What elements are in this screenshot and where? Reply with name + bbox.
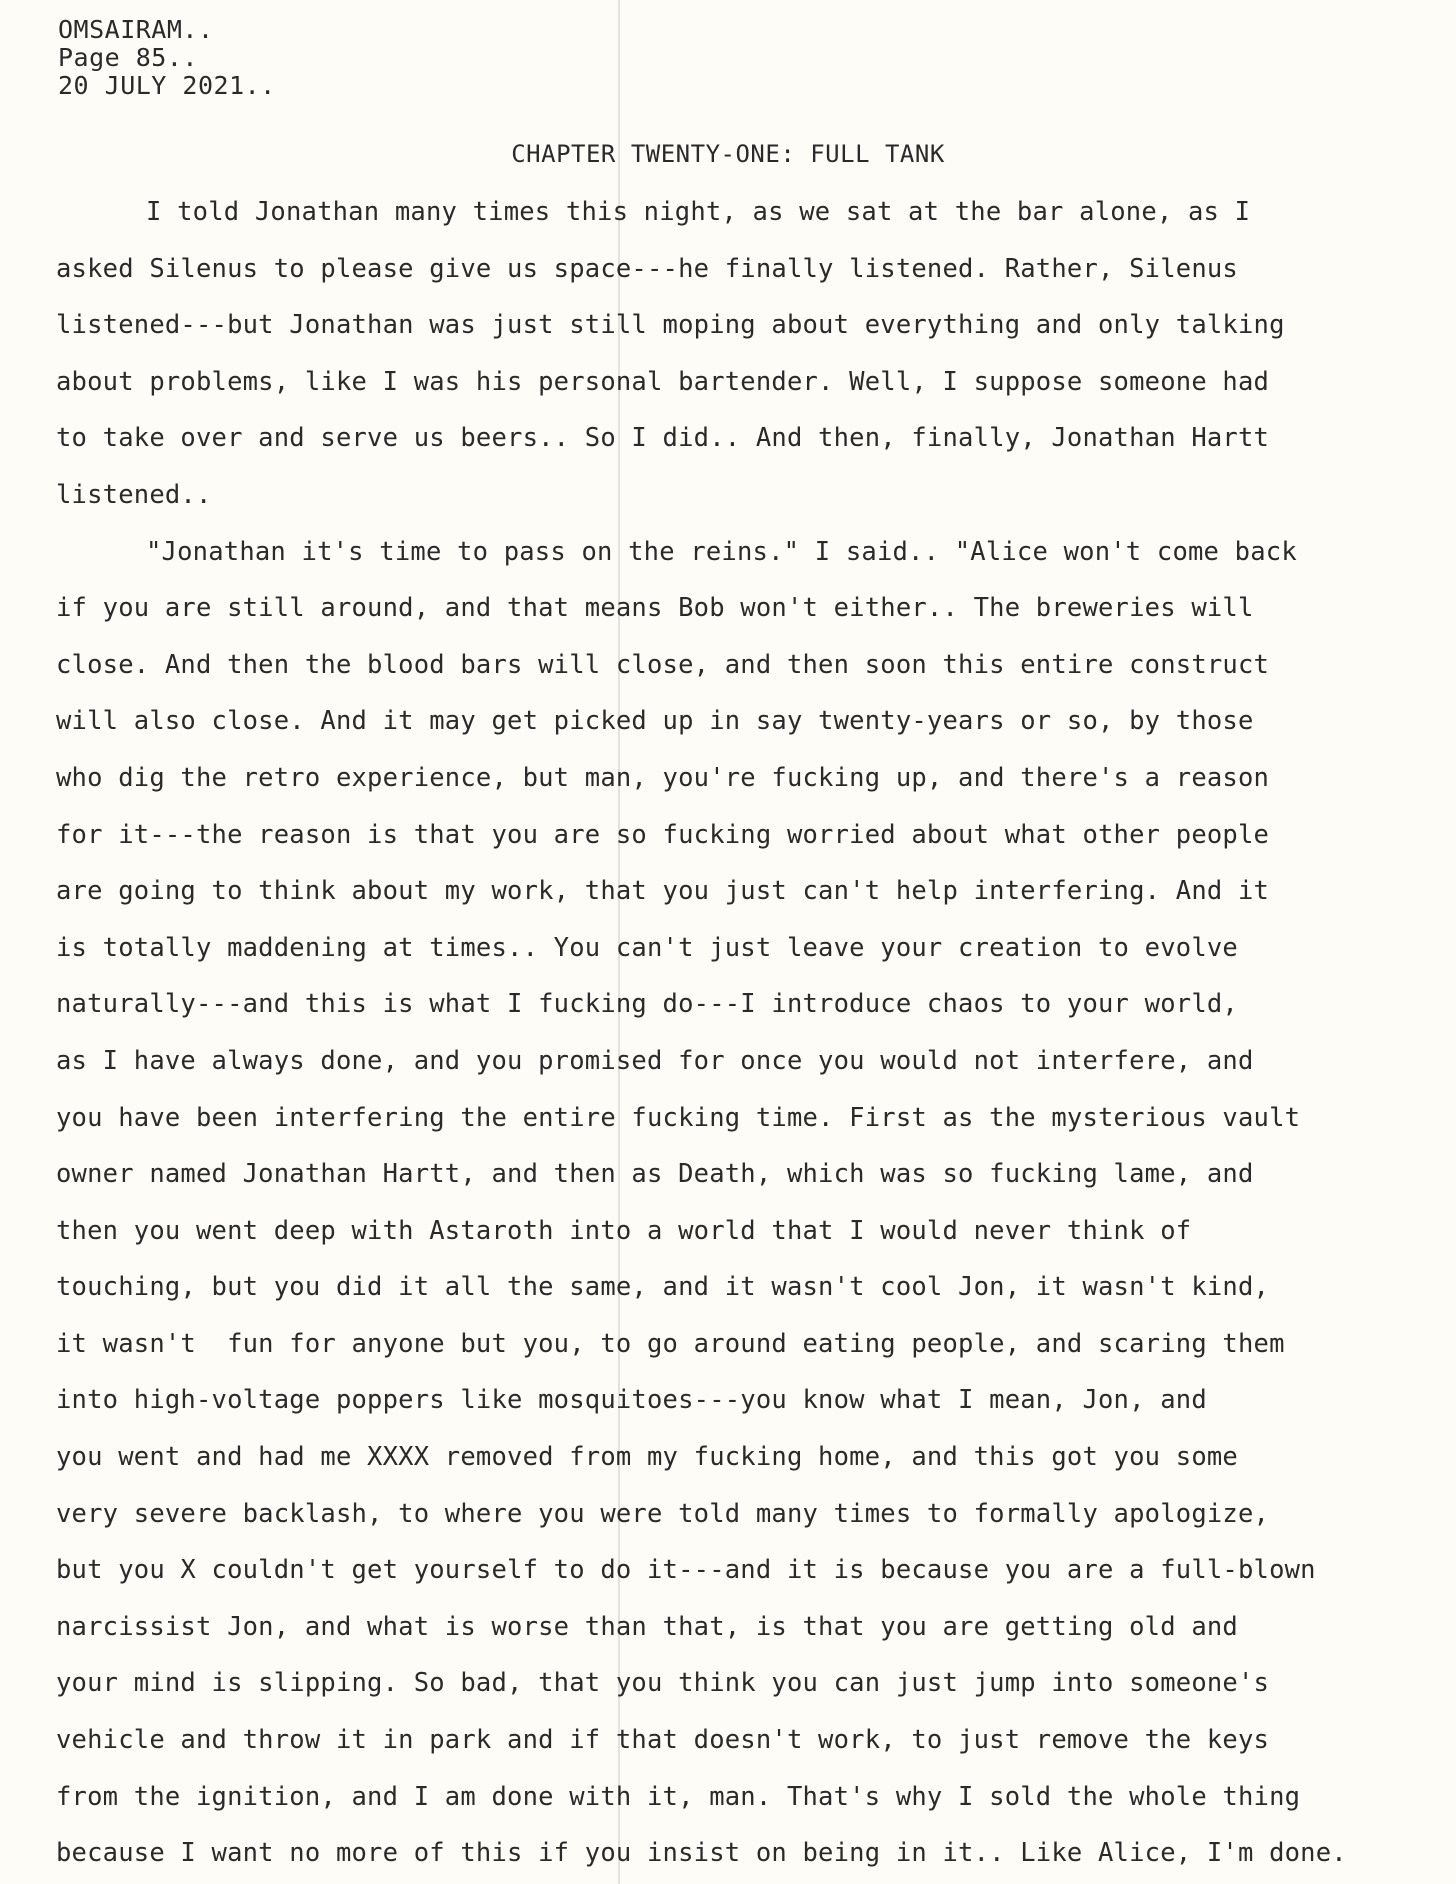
text-line: it wasn't fun for anyone but you, to go around eating people, and scaring them [56,1328,1285,1359]
text-line: as I have always done, and you promised for once you would not interfere, and [56,1045,1254,1076]
text-line: then you went deep with Astaroth into a world that I would never think of [56,1215,1192,1246]
text-line: asked Silenus to please give us space---he finally listened. Rather, Silenus [56,253,1238,284]
chapter-title: CHAPTER TWENTY-ONE: FULL TANK [511,140,945,168]
text-line: vehicle and throw it in park and if that doesn't work, to just remove the keys [56,1725,1270,1756]
text-line: your mind is slipping. So bad, that you think you can just jump into someone's [56,1668,1270,1699]
text-line: narcissist Jon, and what is worse than that, is that you are getting old and [56,1611,1238,1642]
text-line: into high-voltage poppers like mosquitoes---you know what I mean, Jon, and [56,1385,1207,1416]
text-line: close. And then the blood bars will close, and then soon this entire construct [56,649,1270,680]
text-line: from the ignition, and I am done with it, man. That's why I sold the whole thing [56,1781,1301,1812]
header-date: 20 JULY 2021.. [58,71,276,100]
text-line: listened.. [56,479,212,510]
text-line: naturally---and this is what I fucking do---I introduce chaos to your world, [56,989,1238,1020]
text-line: if you are still around, and that means Bob won't either.. The breweries will [56,593,1254,624]
text-line: but you X couldn't get yourself to do it---and it is because you are a full-blown [56,1555,1316,1586]
text-line: who dig the retro experience, but man, you're fucking up, and there's a reason [56,762,1270,793]
text-line: "Jonathan it's time to pass on the reins." I said.. "Alice won't come back [146,536,1297,567]
text-line: I told Jonathan many times this night, as we sat at the bar alone, as I [146,197,1251,227]
text-line: touching, but you did it all the same, and it wasn't cool Jon, it wasn't kind, [56,1272,1270,1303]
text-line: because I want no more of this if you insist on being in it.. Like Alice, I'm done. [56,1838,1347,1869]
text-line: owner named Jonathan Hartt, and then as Death, which was so fucking lame, and [56,1159,1254,1190]
text-line: will also close. And it may get picked up in say twenty-years or so, by those [56,706,1254,737]
text-line: to take over and serve us beers.. So I did.. And then, finally, Jonathan Hartt [56,423,1270,454]
text-line: about problems, like I was his personal bartender. Well, I suppose someone had [56,366,1270,397]
text-line: are going to think about my work, that you just can't help interfering. And it [56,876,1270,907]
page-header [58,16,276,100]
text-line: for it---the reason is that you are so fucking worried about what other people [56,819,1270,850]
header-line-1: OMSAIRAM.. [58,15,214,44]
text-line: listened---but Jonathan was just still moping about everything and only talking [56,310,1285,341]
text-line: is totally maddening at times.. You can't just leave your creation to evolve [56,932,1238,963]
text-line: very severe backlash, to where you were told many times to formally apologize, [56,1498,1270,1529]
text-line: you went and had me XXXX removed from my fucking home, and this got you some [56,1442,1238,1473]
text-line: you have been interfering the entire fucking time. First as the mysterious vault [56,1102,1301,1133]
header-page-number: Page 85.. [58,43,198,72]
body-text [56,184,1446,1882]
